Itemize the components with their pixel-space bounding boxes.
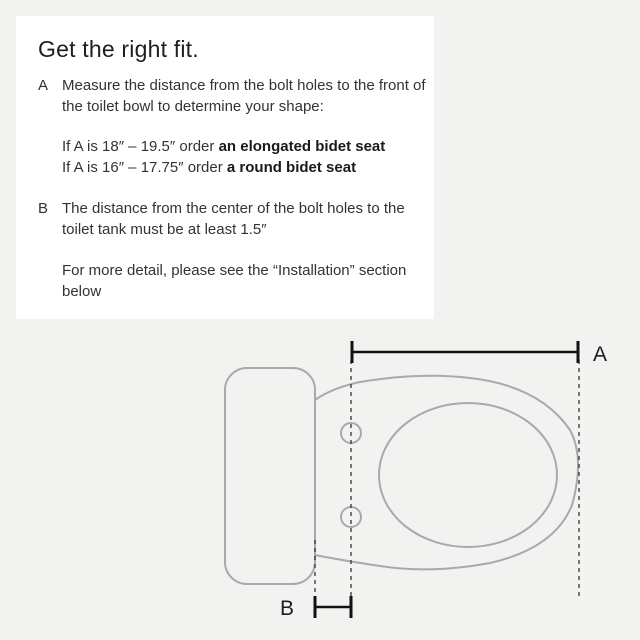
installation-note: For more detail, please see the “Installation” section below [62, 262, 407, 300]
dimension-a-label: A [593, 343, 608, 366]
step-b-letter: B [38, 200, 49, 217]
toilet-bowl-inner [379, 403, 557, 547]
card-title: Get the right fit. [38, 36, 199, 62]
step-b-text: The distance from the center of the bolt holes to the toilet tank must be at least 1.5″ [62, 200, 405, 238]
elongated-rule-shape: an elongated bidet seat [218, 138, 386, 155]
step-a-text: Measure the distance from the bolt holes to the front of the toilet bowl to determine your shape: [62, 77, 426, 115]
step-a-letter: A [38, 77, 49, 94]
elongated-rule-prefix: If A is 18″ – 19.5″ order [62, 138, 219, 155]
round-rule-prefix: If A is 16″ – 17.75″ order [62, 159, 227, 176]
round-rule-shape: a round bidet seat [226, 159, 357, 176]
dimension-b-label: B [280, 597, 295, 620]
toilet-tank [225, 368, 315, 584]
